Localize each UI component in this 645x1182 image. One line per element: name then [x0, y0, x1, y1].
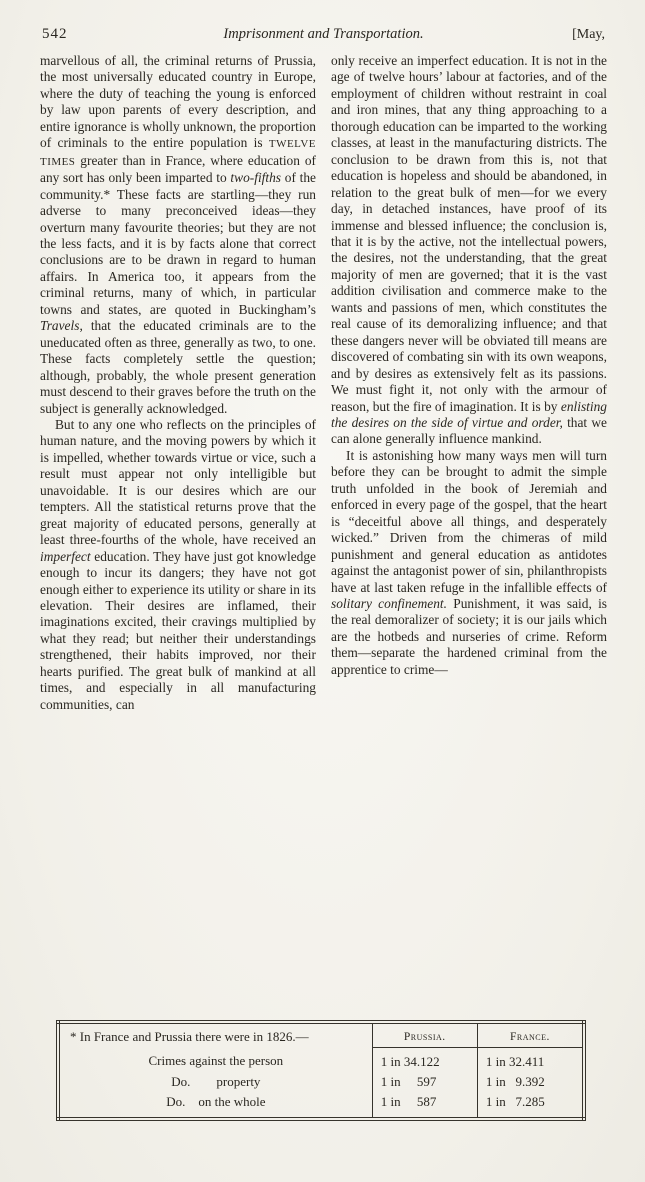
row-label: Crimes against the person: [148, 1053, 284, 1069]
left-column: [40, 53, 316, 713]
running-title: Imprisonment and Transportation.: [223, 26, 424, 42]
table-row: [58, 1047, 584, 1072]
prussia-value: 1 in 597: [372, 1072, 477, 1092]
running-header: [42, 26, 605, 43]
table-row: [58, 1092, 584, 1119]
column-header-france: France.: [477, 1022, 584, 1047]
issue-date: [May,: [572, 27, 605, 42]
france-value: 1 in 7.285: [477, 1092, 584, 1119]
france-value: 1 in 32.411: [477, 1047, 584, 1072]
footnote-table: [56, 1020, 586, 1121]
footnote-table-container: [56, 1020, 586, 1121]
row-label: Do. on the whole: [166, 1093, 266, 1109]
footnote-caption: * In France and Prussia there were in 1826.—: [70, 1029, 309, 1044]
paragraph: marvellous of all, the criminal returns of Prussia, the most universally educated country in Europe, where the duty of teaching the young is enforced by law upon parents of every description, and entire ignorance is wholly unknown, the proportion of criminals to the entire population is TWELVE TIMES greater than in France, where education of any sort has only been imparted to two-fifths of the community.* These facts are startling—they run adverse to many preconceived ideas—they overturn many favourite theories; but they are not the less facts, and it is by facts alone that correct conclusions are to be drawn in regard to human affairs. In America too, it appears from the criminal returns, many of which, in particular towns and states, are quoted in Buckingham’s Travels, that the educated criminals are to the uneducated often as three, generally as two, to one. These facts completely settle the question; although, probably, the whole present generation must descend to their graves before the truth on the subject is generally acknowledged.: [40, 53, 316, 416]
paragraph: only receive an imperfect education. It is not in the age of twelve hours’ labour at factories, and of the employment of children without restraint in coal and iron mines, that any thing approaching to a thorough education can be imparted to the working classes, at least in the manufacturing districts. The conclusion to be drawn from this is, not that education is hopeless and should be abandoned, in relation to the great bulk of men—for we every day, in detached instances, have proof of its immense and blessed influence; the conclusion is, that it is by the active, not the intellectual powers, the desires, not the understanding, that the great majority of men are governed; that it is the vast addition civilisation and commerce make to the wants and passions of men, which constitutes the real cause of its demoralizing influence; and that these dangers never will be obviated till means are discovered of combating sin with its own weapons, and by desires as extensively felt as its passions. We must fight it, not only with the armour of reason, but the fire of imagination. It is by enlisting the desires on the side of virtue and order, that we can alone generally influence mankind.: [331, 53, 608, 447]
france-value: 1 in 9.392: [477, 1072, 584, 1092]
table-header-row: [58, 1022, 584, 1047]
page-number: 542: [42, 26, 68, 42]
row-label: Do. property: [171, 1073, 261, 1089]
right-column: [331, 53, 607, 713]
prussia-value: 1 in 34.122: [372, 1047, 477, 1072]
paragraph: But to any one who reflects on the principles of human nature, and the moving powers by which it is impelled, whether towards virtue or vice, such a result must appear not only intelligible but unavoidable. It is our desires which are our tempters. All the statistical returns prove that the great majority of educated persons, generally at least three-fourths of the whole, have received an imperfect education. They have just got knowledge enough to incur its dangers; they have not got enough either to experience its utility or share in its elevation. Their desires are inflamed, their imaginations excited, their cravings multiplied by what they read; but neither their understandings strengthened, their habits improved, nor their hearts purified. The great bulk of mankind at all times, and especially in all manufacturing communities, can: [40, 416, 316, 712]
column-header-prussia: Prussia.: [372, 1022, 477, 1047]
paragraph: It is astonishing how many ways men will turn before they can be brought to admit the simple truth unfolded in the book of Jeremiah and enforced in every page of the gospel, that the heart is “deceitful above all things, and desperately wicked.” Driven from the chimeras of mild punishment and general education as antidotes against the antagonist power of sin, philanthropists have at last taken refuge in the infallible effects of solitary confinement. Punishment, it was said, is the real demoralizer of society; it is our jails which are the hotbeds and nurseries of crime. Reform them—separate the hardened criminal from the apprentice to crime—: [331, 447, 607, 677]
table-row: [58, 1072, 584, 1092]
prussia-value: 1 in 587: [372, 1092, 477, 1119]
text-columns: [40, 53, 607, 713]
